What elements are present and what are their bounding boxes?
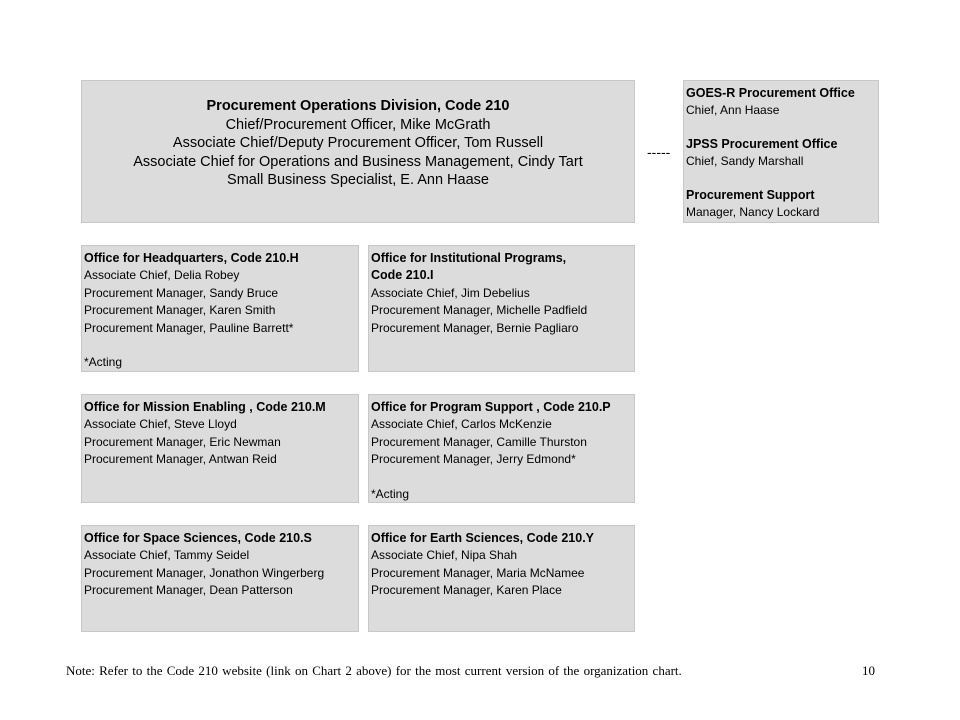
office-title: Office for Space Sciences, Code 210.S [84, 531, 312, 545]
office-line: Associate Chief, Steve Lloyd [84, 417, 237, 432]
page-number: 10 [862, 663, 875, 678]
office-title: Office for Program Support , Code 210.P [371, 400, 611, 414]
office-line: Procurement Manager, Sandy Bruce [84, 285, 279, 300]
office-line: Procurement Manager, Jonathon Wingerberg [84, 565, 325, 580]
side-offices-box [683, 80, 879, 223]
office-footnote: *Acting [84, 355, 123, 370]
division-line: Associate Chief/Deputy Procurement Officer, Tom Russell [172, 135, 544, 151]
side-office-title: JPSS Procurement Office [686, 137, 838, 151]
office-box-mission-enabling [81, 394, 359, 503]
side-office-title: GOES-R Procurement Office [686, 86, 855, 100]
office-line: Procurement Manager, Bernie Pagliaro [371, 320, 579, 335]
office-line: Procurement Manager, Karen Smith [84, 303, 276, 318]
connector-dashes: ----- [647, 144, 671, 160]
side-office-line: Chief, Ann Haase [686, 103, 780, 117]
office-title: Office for Headquarters, Code 210.H [84, 251, 299, 265]
side-office-title: Procurement Support [686, 188, 815, 202]
office-box-headquarters [81, 245, 359, 372]
division-title: Procurement Operations Division, Code 210 [206, 98, 510, 114]
office-title: Code 210.I [371, 268, 434, 283]
office-line: Procurement Manager, Karen Place [371, 583, 562, 598]
office-line: Associate Chief, Tammy Seidel [84, 548, 250, 563]
office-box-institutional [368, 245, 635, 372]
division-line: Small Business Specialist, E. Ann Haase [227, 172, 489, 188]
office-line: Procurement Manager, Camille Thurston [371, 434, 587, 449]
office-line: Procurement Manager, Jerry Edmond* [371, 452, 576, 467]
office-box-space-sciences [81, 525, 359, 632]
side-office-line: Manager, Nancy Lockard [686, 205, 820, 219]
office-footnote: *Acting [371, 486, 410, 501]
office-line: Procurement Manager, Pauline Barrett* [84, 320, 294, 335]
office-box-program-support [368, 394, 635, 503]
office-line: Associate Chief, Nipa Shah [371, 548, 518, 563]
office-line: Associate Chief, Carlos McKenzie [371, 417, 552, 432]
division-line: Chief/Procurement Officer, Mike McGrath [225, 116, 491, 133]
office-box-earth-sciences [368, 525, 635, 632]
office-line: Procurement Manager, Antwan Reid [84, 452, 277, 467]
side-office-line: Chief, Sandy Marshall [686, 154, 804, 168]
office-line: Associate Chief, Delia Robey [84, 268, 240, 283]
office-line: Procurement Manager, Maria McNamee [371, 565, 585, 580]
office-title: Office for Institutional Programs, [371, 251, 567, 265]
office-title: Office for Earth Sciences, Code 210.Y [371, 531, 594, 545]
footer-note: Note: Refer to the Code 210 website (link on Chart 2 above) for the most current version of the organization chart. [66, 663, 682, 678]
office-line: Procurement Manager, Dean Patterson [84, 583, 293, 598]
office-line: Procurement Manager, Eric Newman [84, 434, 281, 449]
division-box [81, 80, 635, 223]
office-title: Office for Mission Enabling , Code 210.M [84, 400, 326, 414]
office-line: Procurement Manager, Michelle Padfield [371, 303, 588, 318]
office-line: Associate Chief, Jim Debelius [371, 285, 530, 300]
division-line: Associate Chief for Operations and Business Management, Cindy Tart [133, 153, 583, 170]
